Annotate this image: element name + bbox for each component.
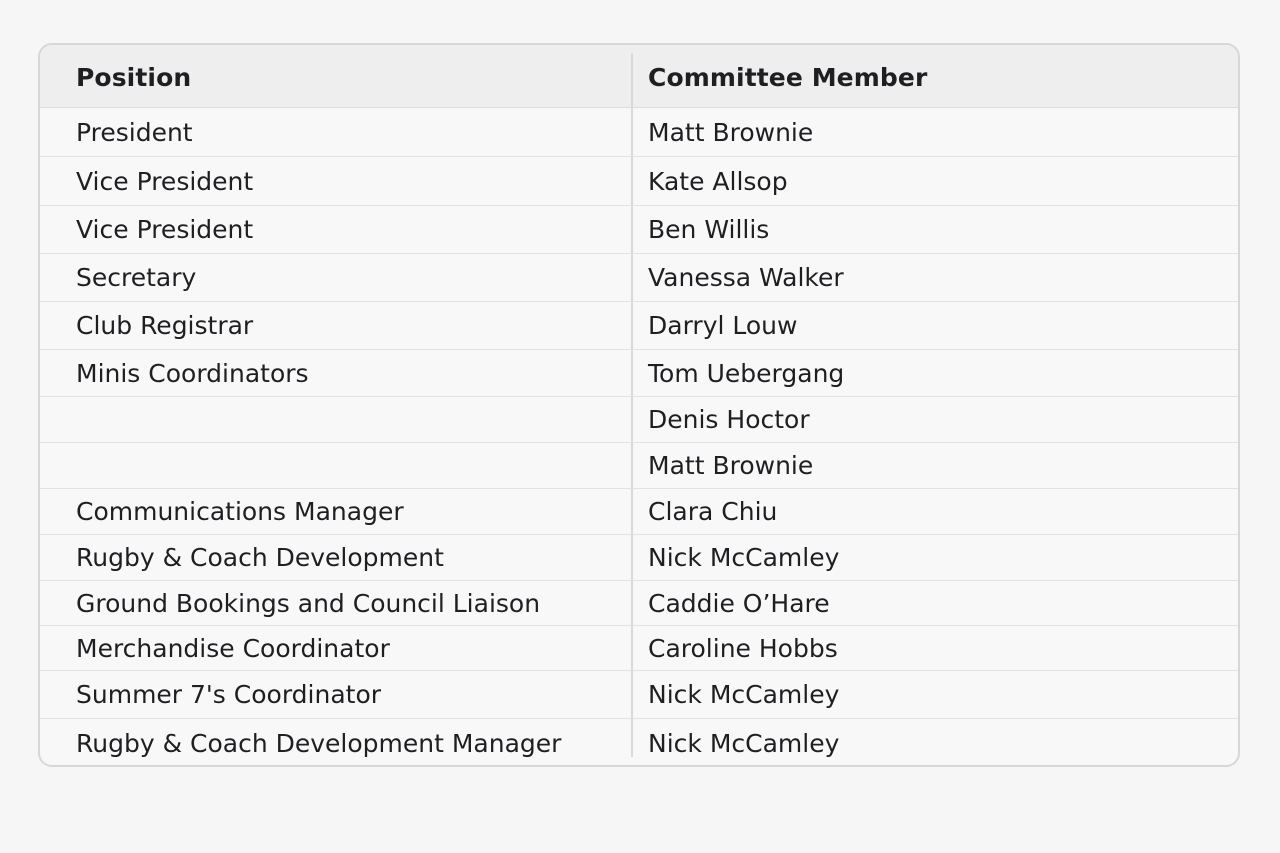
position-cell: Minis Coordinators: [76, 358, 309, 388]
position-cell: Rugby & Coach Development Manager: [76, 728, 562, 758]
table-row: [40, 206, 1238, 254]
committee-member-cell: Matt Brownie: [648, 451, 814, 480]
committee-member-cell: Vanessa Walker: [648, 263, 844, 292]
committee-member-cell: Denis Hoctor: [648, 405, 810, 434]
table-row: [40, 443, 1238, 489]
position-cell: Summer 7's Coordinator: [76, 680, 382, 709]
committee-member-cell: Tom Uebergang: [648, 358, 845, 388]
position-cell: Club Registrar: [76, 311, 254, 340]
position-cell: Ground Bookings and Council Liaison: [76, 588, 541, 618]
position-cell: Merchandise Coordinator: [76, 633, 390, 663]
committee-table: [38, 43, 1240, 767]
table-row: [40, 489, 1238, 535]
table-row: [40, 719, 1238, 767]
committee-member-cell: Darryl Louw: [648, 311, 798, 340]
table-row: [40, 397, 1238, 443]
table-row: [40, 350, 1238, 397]
position-cell: Vice President: [76, 166, 254, 196]
table-row: [40, 302, 1238, 350]
position-cell: Secretary: [76, 263, 197, 292]
position-column-header: Position: [76, 63, 192, 92]
table-row: [40, 108, 1238, 157]
position-cell: Communications Manager: [76, 497, 404, 526]
position-cell: Vice President: [76, 215, 254, 244]
table-row: [40, 671, 1238, 719]
committee-member-column-header: Committee Member: [648, 63, 928, 92]
committee-member-cell: Kate Allsop: [648, 166, 788, 196]
position-cell: Rugby & Coach Development: [76, 543, 444, 572]
committee-member-cell: Ben Willis: [648, 215, 770, 244]
position-cell: President: [76, 117, 193, 147]
committee-member-cell: Matt Brownie: [648, 117, 814, 147]
table-row: [40, 254, 1238, 302]
table-row: [40, 581, 1238, 626]
committee-member-cell: Nick McCamley: [648, 680, 840, 709]
table-row: [40, 535, 1238, 581]
table-row: [40, 157, 1238, 206]
committee-member-cell: Nick McCamley: [648, 543, 840, 572]
table-row: [40, 626, 1238, 671]
committee-member-cell: Caddie O’Hare: [648, 588, 830, 618]
committee-member-cell: Nick McCamley: [648, 728, 840, 758]
table-header-row: [40, 45, 1238, 108]
committee-member-cell: Clara Chiu: [648, 497, 778, 526]
committee-member-cell: Caroline Hobbs: [648, 633, 838, 663]
